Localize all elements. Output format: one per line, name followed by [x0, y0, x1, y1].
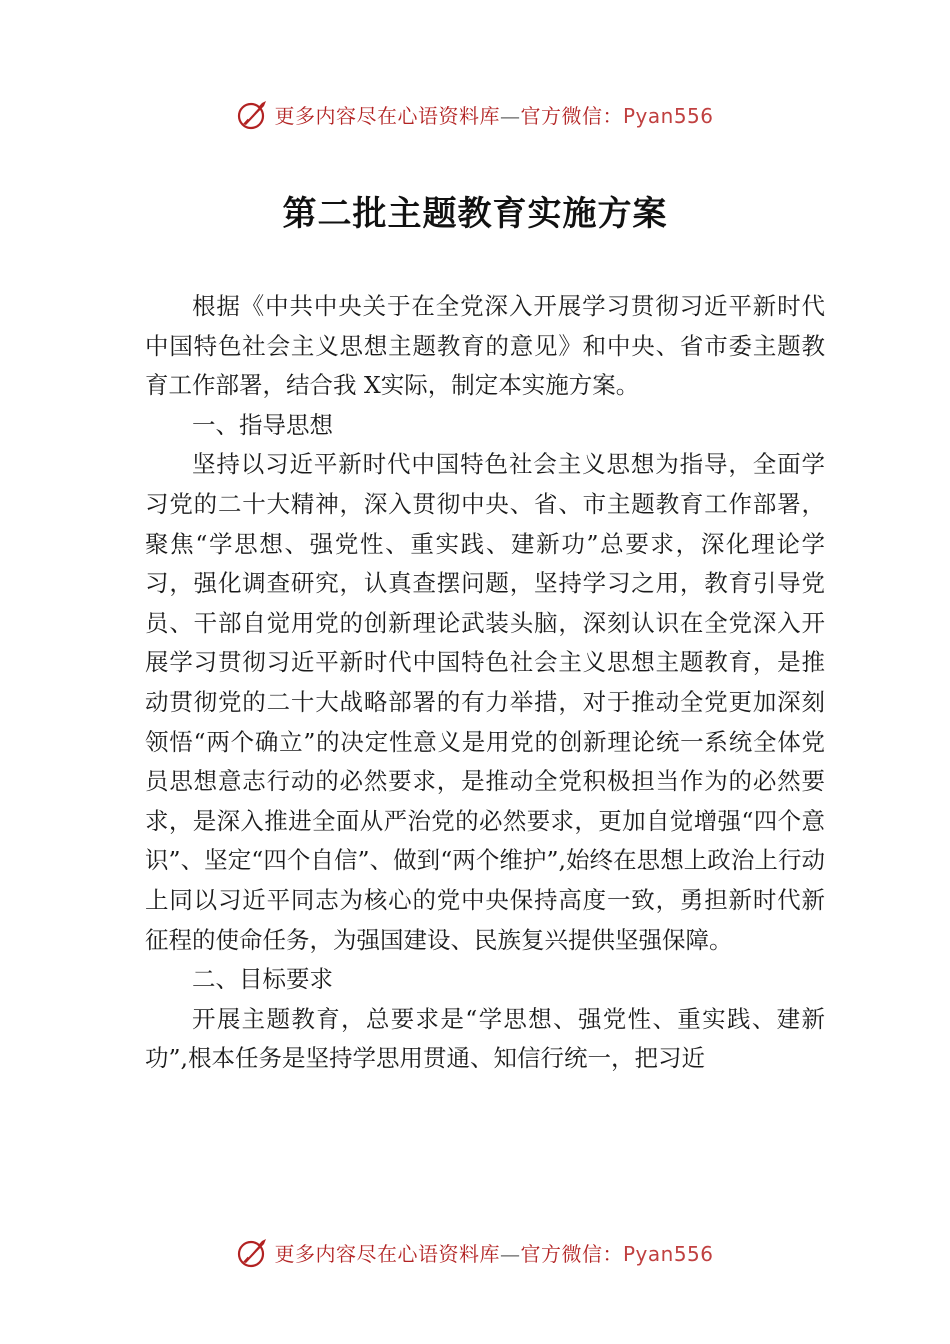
watermark-separator: — — [499, 103, 521, 128]
watermark-text — [274, 100, 713, 129]
section-heading-goals: 二、目标要求 — [192, 965, 333, 994]
watermark-separator: — — [499, 1241, 521, 1266]
intro-paragraph: 根据《中共中央关于在全党深入开展学习贯彻习近平新时代中国特色社会主义思想主题教育的意见》和中央、省市委主题教育工作部署，结合我 X实际，制定本实施方案。 — [145, 292, 825, 400]
document-title: 第二批主题教育实施方案 — [282, 194, 668, 234]
watermark-slogan: 更多内容尽在心语资料库 — [274, 103, 500, 128]
watermark-wechat-id: Pyan556 — [622, 103, 714, 128]
watermark-wechat-label: 官方微信： — [520, 103, 623, 128]
section-heading-guiding-ideology: 一、指导思想 — [192, 410, 333, 439]
watermark-wechat-id: Pyan556 — [622, 1241, 714, 1266]
watermark-wechat-label: 官方微信： — [520, 1241, 623, 1266]
guiding-ideology-paragraph: 坚持以习近平新时代中国特色社会主义思想为指导，全面学习党的二十大精神，深入贯彻中央、省、市主题教育工作部署，聚焦“学思想、强党性、重实践、建新功”总要求，深化理论学习，强化调查研究，认真查摆问题，坚持学习之用，教育引导党员、干部自觉用党的创新理论武装头脑，深刻认识在全党深入开展学习贯彻习近平新时代中国特色社会主义思想主题教育，是推动贯彻党的二十大战略部署的有力举措，对于推动全党更加深刻领悟“两个确立”的决定性意义是用党的创新理论统一系统全体党员思想意志行动的必然要求，是推动全党积极担当作为的必然要求，是深入推进全面从严治党的必然要求，更加自觉增强“四个意识”、坚定“四个自信”、做到“两个维护”,始终在思想上政治上行动上同以习近平同志为核心的党中央保持高度一致，勇担新时代新征程的使命任务，为强国建设、民族复兴提供坚强保障。 — [145, 450, 825, 954]
watermark-banner-top — [0, 94, 950, 134]
watermark-banner-bottom — [0, 1232, 950, 1272]
document-body — [145, 287, 825, 1079]
quill-logo-icon — [236, 1235, 270, 1269]
watermark-slogan: 更多内容尽在心语资料库 — [274, 1241, 500, 1266]
quill-logo-icon — [236, 97, 270, 131]
goals-paragraph: 开展主题教育，总要求是“学思想、强党性、重实践、建新功”,根本任务是坚持学思用贯通、知信行统一，把习近 — [145, 1004, 825, 1073]
watermark-text — [274, 1238, 713, 1267]
